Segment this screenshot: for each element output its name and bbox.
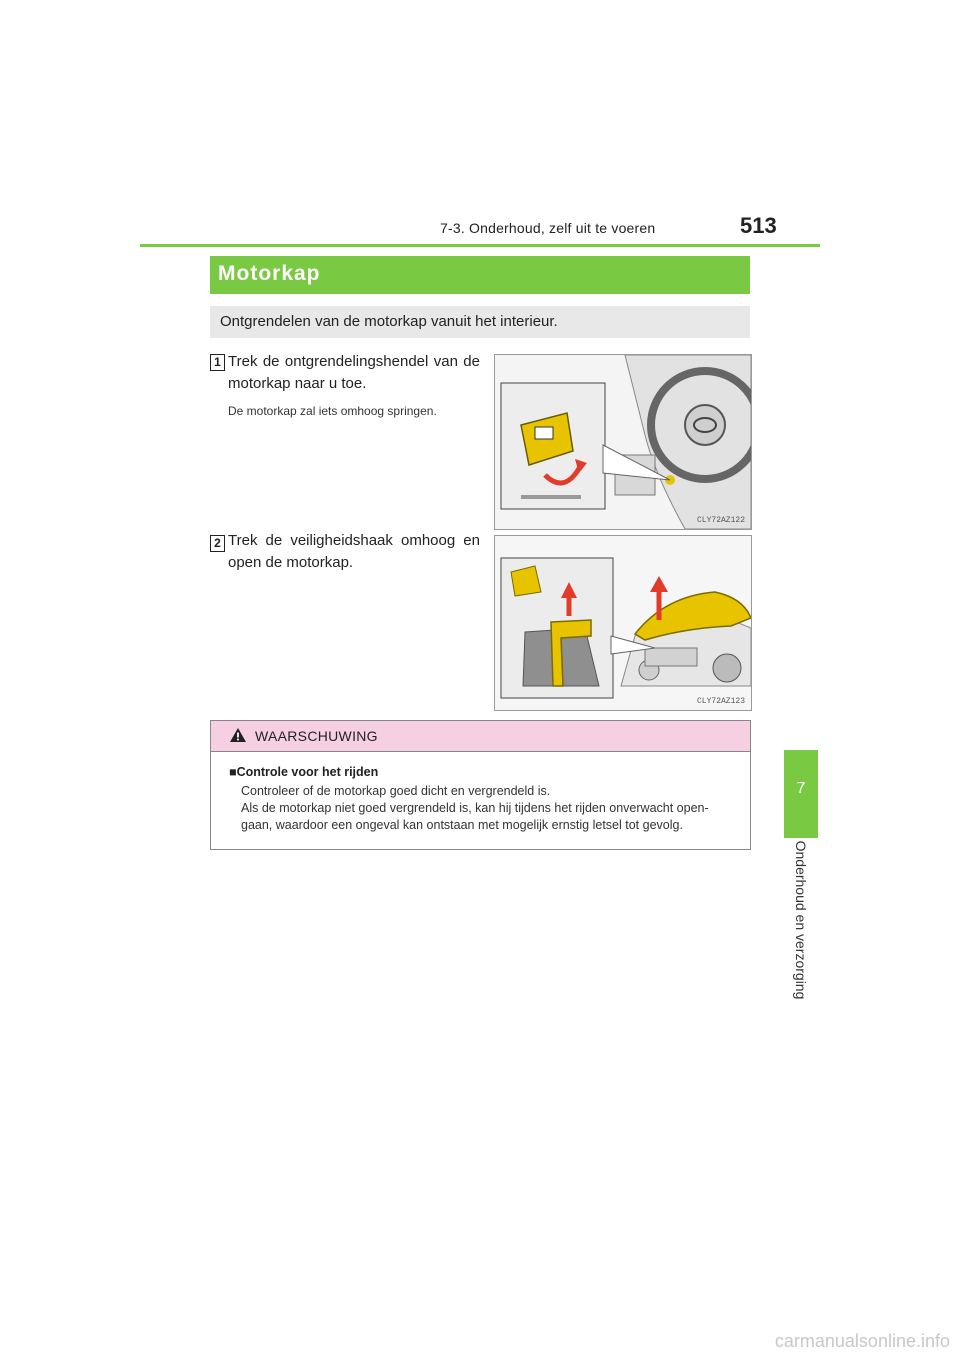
- figure-code: CLY72AZ122: [696, 516, 745, 525]
- subsection-bar: [210, 306, 750, 338]
- figure-code: CLY72AZ123: [696, 697, 745, 706]
- page-number: 513: [740, 213, 777, 238]
- subsection-title: Ontgrendelen van de motorkap vanuit het interieur.: [220, 313, 558, 330]
- warning-header: [211, 721, 750, 752]
- figure-safety-catch: [494, 535, 752, 711]
- step-2-text: Trek de veiligheidshaak omhoog en open de motorkap.: [228, 532, 480, 571]
- header-divider: [140, 244, 820, 247]
- step-1-note: De motorkap zal iets omhoog springen.: [228, 404, 437, 418]
- step-2-number: 2: [210, 535, 225, 552]
- warning-box: [210, 720, 751, 850]
- step-1-text: Trek de ontgrendelingshendel van de motorkap naar u toe.: [228, 353, 480, 392]
- warning-title: WAARSCHUWING: [255, 728, 378, 744]
- safety-catch-illustration: [495, 536, 751, 710]
- section-title-bar: [210, 256, 750, 294]
- warning-line-1: Controleer of de motorkap goed dicht en vergrendeld is.: [241, 784, 551, 798]
- chapter-title: Onderhoud en verzorging: [793, 840, 809, 1000]
- warning-triangle-icon: [229, 727, 247, 743]
- warning-heading: ■Controle voor het rijden: [229, 765, 379, 779]
- chapter-tab: [784, 750, 818, 838]
- warning-line-3: gaan, waardoor een ongeval kan ontstaan met mogelijk ernstig letsel tot gevolg.: [241, 818, 683, 832]
- header-section-title: 7-3. Onderhoud, zelf uit te voeren: [440, 220, 656, 236]
- warning-line-2: Als de motorkap niet goed vergrendeld is, kan hij tijdens het rijden onverwacht open-: [241, 801, 709, 815]
- square-bullet-icon: ■: [229, 765, 237, 779]
- figure-hood-release-lever: [494, 354, 752, 530]
- hood-release-illustration: [495, 355, 751, 529]
- chapter-number: 7: [796, 780, 806, 797]
- step-1-number: 1: [210, 354, 225, 371]
- watermark: carmanualsonline.info: [774, 1331, 950, 1351]
- section-title: Motorkap: [218, 262, 321, 285]
